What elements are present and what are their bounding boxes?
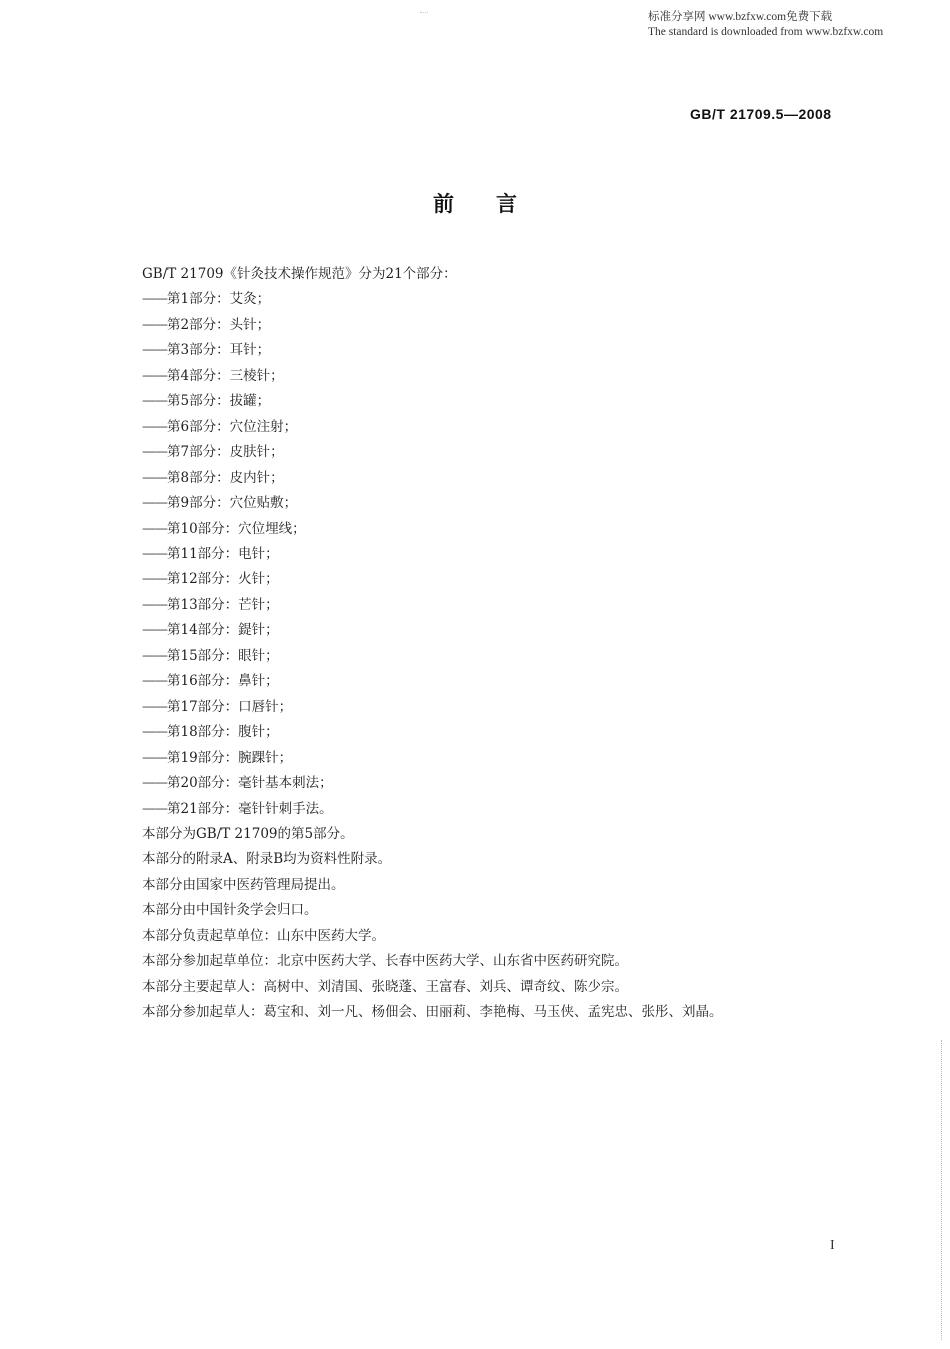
intro-line: GB/T 21709《针灸技术操作规范》分为21个部分： xyxy=(142,266,457,282)
part-list-item xyxy=(142,466,882,491)
list-dash: —— xyxy=(142,571,167,588)
statement-line: 本部分主要起草人：高树中、刘清国、张晓蓬、王富春、刘兵、谭奇纹、陈少宗。 xyxy=(142,978,628,995)
part-list-item xyxy=(142,720,882,745)
list-dash: —— xyxy=(142,647,167,664)
part-label: 第7部分：皮肤针； xyxy=(167,444,284,461)
part-list-item xyxy=(142,491,882,516)
part-label: 第10部分：穴位埋线； xyxy=(167,520,306,537)
part-label: 第11部分：电针； xyxy=(167,545,279,562)
part-list-item xyxy=(142,364,882,389)
list-dash: —— xyxy=(142,316,167,333)
list-dash: —— xyxy=(142,495,167,512)
list-dash: —— xyxy=(142,393,167,410)
part-label: 第16部分：鼻针； xyxy=(167,673,279,690)
list-dash: —— xyxy=(142,596,167,613)
list-dash: —— xyxy=(142,342,167,359)
list-dash: —— xyxy=(142,469,167,486)
part-label: 第18部分：腹针； xyxy=(167,724,279,741)
part-list-item xyxy=(142,618,882,643)
page-title: 前言 xyxy=(433,192,559,216)
part-list-item xyxy=(142,567,882,592)
part-label: 第9部分：穴位贴敷； xyxy=(167,495,298,512)
statement-line: 本部分参加起草人：葛宝和、刘一凡、杨佃会、田丽莉、李艳梅、马玉侠、孟宪忠、张彤、刘晶。 xyxy=(142,1004,723,1021)
part-label: 第14部分：鍉针； xyxy=(167,622,279,639)
parts-list xyxy=(142,287,882,822)
list-dash: —— xyxy=(142,673,167,690)
statements-list xyxy=(142,822,882,1026)
part-label: 第6部分：穴位注射； xyxy=(167,418,298,435)
statement-line: 本部分为GB/T 21709的第5部分。 xyxy=(142,825,354,842)
part-list-item xyxy=(142,313,882,338)
part-label: 第3部分：耳针； xyxy=(167,342,271,359)
part-list-item xyxy=(142,287,882,312)
part-list-item xyxy=(142,415,882,440)
part-list-item xyxy=(142,338,882,363)
part-list-item xyxy=(142,517,882,542)
part-list-item xyxy=(142,542,882,567)
foreword-body xyxy=(142,262,882,1026)
list-dash: —— xyxy=(142,545,167,562)
watermark-line-1: 标准分享网 www.bzfxw.com免费下载 xyxy=(648,11,833,23)
list-dash: —— xyxy=(142,418,167,435)
watermark xyxy=(648,10,943,40)
list-dash: —— xyxy=(142,622,167,639)
part-label: 第15部分：眼针； xyxy=(167,647,279,664)
part-label: 第17部分：口唇针； xyxy=(167,698,293,715)
part-label: 第12部分：火针； xyxy=(167,571,279,588)
standard-code: GB/T 21709.5—2008 xyxy=(690,106,832,122)
list-dash: —— xyxy=(142,698,167,715)
list-dash: —— xyxy=(142,444,167,461)
part-list-item xyxy=(142,440,882,465)
part-list-item xyxy=(142,797,882,822)
scan-speck xyxy=(420,12,428,15)
part-list-item xyxy=(142,593,882,618)
statement-line: 本部分参加起草单位：北京中医药大学、长春中医药大学、山东省中医药研究院。 xyxy=(142,953,628,970)
part-label: 第4部分：三棱针； xyxy=(167,367,284,384)
statement-line: 本部分负责起草单位：山东中医药大学。 xyxy=(142,927,385,944)
list-dash: —— xyxy=(142,520,167,537)
part-label: 第20部分：毫针基本刺法； xyxy=(167,775,333,792)
part-label: 第19部分：腕踝针； xyxy=(167,749,293,766)
list-dash: —— xyxy=(142,800,167,817)
list-dash: —— xyxy=(142,749,167,766)
part-list-item xyxy=(142,644,882,669)
list-dash: —— xyxy=(142,724,167,741)
statement-line: 本部分由国家中医药管理局提出。 xyxy=(142,876,345,893)
list-dash: —— xyxy=(142,367,167,384)
statement-line: 本部分由中国针灸学会归口。 xyxy=(142,902,318,919)
part-label: 第1部分：艾灸； xyxy=(167,291,271,308)
watermark-line-2: The standard is downloaded from www.bzfxw.com xyxy=(648,26,884,38)
scan-edge-artifact xyxy=(941,1040,943,1340)
part-label: 第5部分：拔罐； xyxy=(167,393,271,410)
part-label: 第13部分：芒针； xyxy=(167,596,279,613)
part-label: 第21部分：毫针针刺手法。 xyxy=(167,800,333,817)
statement-line: 本部分的附录A、附录B均为资料性附录。 xyxy=(142,851,392,868)
part-list-item xyxy=(142,746,882,771)
part-list-item xyxy=(142,771,882,796)
part-list-item xyxy=(142,695,882,720)
part-list-item xyxy=(142,669,882,694)
list-dash: —— xyxy=(142,291,167,308)
part-label: 第2部分：头针； xyxy=(167,316,271,333)
part-list-item xyxy=(142,389,882,414)
page-number: I xyxy=(830,1238,835,1253)
part-label: 第8部分：皮内针； xyxy=(167,469,284,486)
list-dash: —— xyxy=(142,775,167,792)
